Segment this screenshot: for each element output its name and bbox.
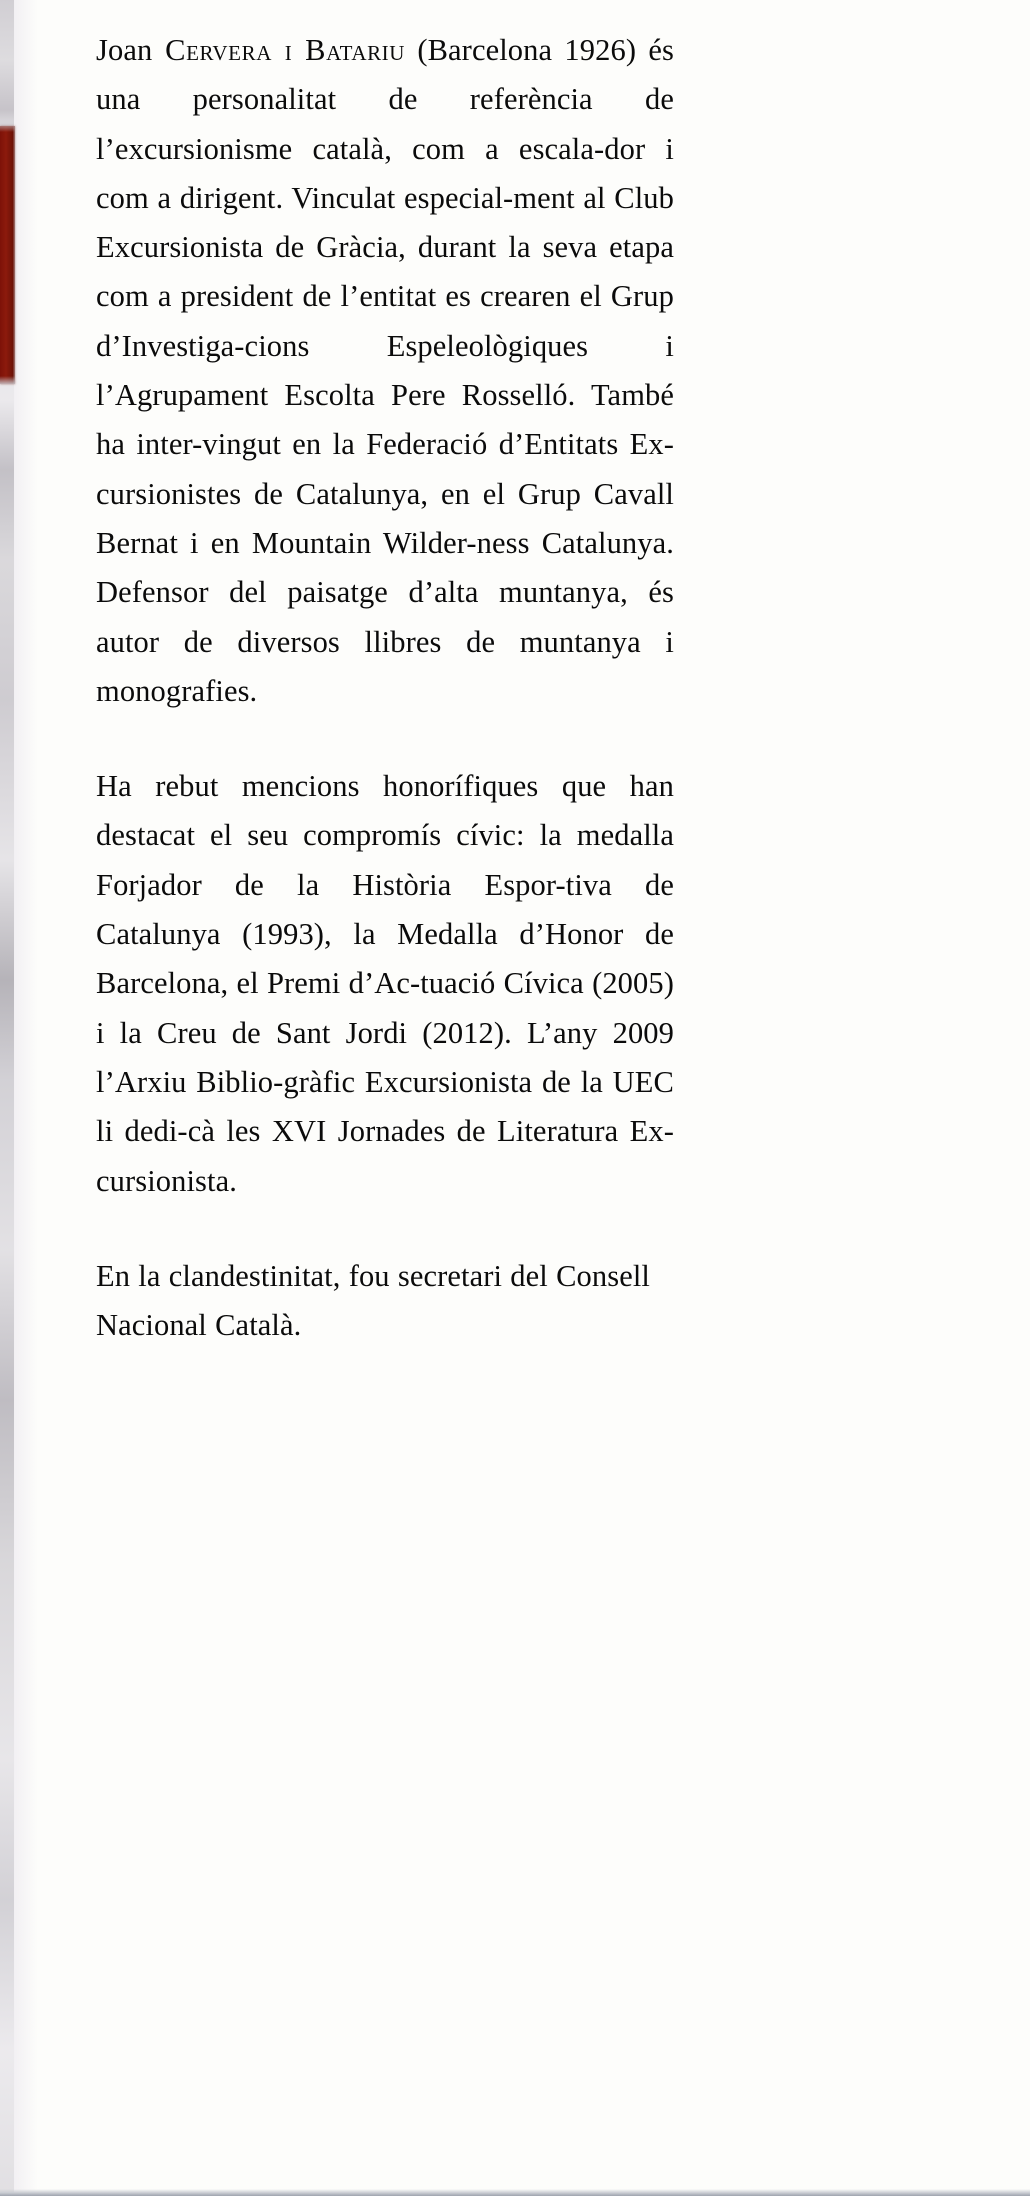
- red-scan-stripe: [0, 126, 15, 384]
- blurb-text-block: [96, 26, 674, 1350]
- grey-scan-shadow: [0, 2189, 1030, 2196]
- blurb-paragraph-honours: Ha rebut mencions honorífiques que han destacat el seu compromís cívic: la medalla Forjador de la Història Espor-​tiva de Catalunya (1993), la Medalla d’Honor de Barcelona, el Premi d’Ac-​tuació Cívica (2005) i la Creu de Sant Jordi (2012). L’any 2009 l’Arxiu Biblio-​gràfic Excursionista de la UEC li dedi-​cà les XVI Jornades de Literatura Ex-​cursionista.: [96, 769, 674, 1198]
- blurb-paragraph-clandestinity: En la clandestinitat, fou secretari del Consell Nacional Català.: [96, 1258, 650, 1343]
- blurb-paragraph-biography: Joan Cervera i Batariu (Barcelona 1926) és una personalitat de referència de l’excursionisme català, com a escala-​dor i com a dirigent. Vinculat especial-​ment al Club Excursionista de Gràcia, durant la seva etapa com a president de l’entitat es crearen el Grup d’Investiga-​cions Espeleològiques i l’Agrupament Escolta Pere Rosselló. També ha inter-​vingut en la Federació d’Entitats Ex-​cursionistes de Catalunya, en el Grup Cavall Bernat i en Mountain Wilder-​ness Catalunya. Defensor del paisatge d’alta muntanya, és autor de diversos llibres de muntanya i monografies.: [96, 33, 674, 708]
- scan-edge-fade: [14, 0, 38, 2196]
